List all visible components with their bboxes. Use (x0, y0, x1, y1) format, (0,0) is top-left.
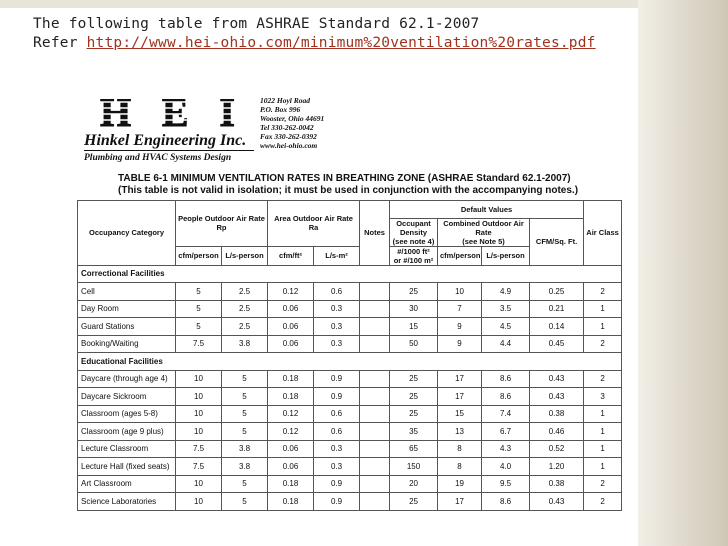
cell-ls-m2: 0.9 (314, 370, 360, 388)
header-area-rate (268, 201, 360, 247)
cell-density: 25 (390, 283, 438, 301)
header-comb-ls-person: L/s-person (482, 246, 530, 265)
cell-density: 25 (390, 493, 438, 511)
cell-ls-person: 5 (222, 423, 268, 441)
density-units-metric: or #/100 m² (393, 255, 434, 265)
section-heading: Correctional Facilities (78, 265, 622, 283)
cell-comb-ls: 8.6 (482, 493, 530, 511)
cell-cfm-sqft: 0.46 (530, 423, 584, 441)
cell-comb-ls: 9.5 (482, 475, 530, 493)
header-occupant-density (390, 218, 438, 246)
table-row (78, 318, 622, 336)
cell-ls-person: 5 (222, 493, 268, 511)
cell-notes (360, 300, 390, 318)
see-note-4: (see note 4) (392, 236, 435, 246)
cell-cfm-sqft: 0.52 (530, 440, 584, 458)
cell-ls-person: 3.8 (222, 458, 268, 476)
letterhead-divider (84, 150, 254, 151)
address-line: P.O. Box 996 (260, 105, 301, 114)
cell-cfm-person: 7.5 (176, 335, 222, 353)
cell-cfm-ft2: 0.12 (268, 423, 314, 441)
cell-category: Lecture Classroom (78, 440, 176, 458)
cell-category: Lecture Hall (fixed seats) (78, 458, 176, 476)
cell-ls-m2: 0.9 (314, 388, 360, 406)
table-row (78, 423, 622, 441)
cell-ls-m2: 0.6 (314, 283, 360, 301)
cell-comb-cfm: 7 (438, 300, 482, 318)
header-cfm-person: cfm/person (176, 246, 222, 265)
table-title: TABLE 6-1 MINIMUM VENTILATION RATES IN BREATHING ZONE (ASHRAE Standard 62.1-2007) (118, 173, 571, 184)
address-line: Wooster, Ohio 44691 (260, 114, 325, 123)
cell-comb-ls: 8.6 (482, 388, 530, 406)
cell-comb-cfm: 8 (438, 440, 482, 458)
header-density-units (390, 246, 438, 265)
cell-category: Classroom (ages 5-8) (78, 405, 176, 423)
section-heading: Educational Facilities (78, 353, 622, 371)
cell-cfm-person: 10 (176, 423, 222, 441)
cell-air-class: 2 (584, 475, 622, 493)
cell-cfm-person: 7.5 (176, 458, 222, 476)
cell-density: 25 (390, 405, 438, 423)
cell-density: 30 (390, 300, 438, 318)
cell-comb-cfm: 9 (438, 318, 482, 336)
cell-cfm-person: 5 (176, 318, 222, 336)
cell-ls-person: 3.8 (222, 440, 268, 458)
cell-ls-m2: 0.3 (314, 300, 360, 318)
cell-ls-m2: 0.3 (314, 318, 360, 336)
table-row (78, 475, 622, 493)
cell-cfm-sqft: 0.43 (530, 388, 584, 406)
area-rate-symbol: Ra (308, 223, 319, 233)
cell-comb-ls: 3.5 (482, 300, 530, 318)
cell-notes (360, 318, 390, 336)
cell-comb-cfm: 19 (438, 475, 482, 493)
cell-ls-m2: 0.9 (314, 475, 360, 493)
cell-ls-m2: 0.9 (314, 493, 360, 511)
hei-logo-icon (100, 94, 240, 130)
table-row (78, 458, 622, 476)
cell-ls-person: 2.5 (222, 300, 268, 318)
cell-notes (360, 405, 390, 423)
cell-comb-ls: 6.7 (482, 423, 530, 441)
cell-category: Booking/Waiting (78, 335, 176, 353)
cell-cfm-sqft: 1.20 (530, 458, 584, 476)
people-rate-symbol: Rp (216, 223, 227, 233)
cell-cfm-sqft: 0.14 (530, 318, 584, 336)
cell-notes (360, 388, 390, 406)
table-row (78, 405, 622, 423)
section-row (78, 265, 622, 283)
slide-caption (33, 15, 596, 53)
cell-category: Science Laboratories (78, 493, 176, 511)
area-rate-label: Area Outdoor Air Rate (274, 214, 353, 224)
cell-category: Daycare Sickroom (78, 388, 176, 406)
cell-cfm-ft2: 0.06 (268, 335, 314, 353)
cell-air-class: 3 (584, 388, 622, 406)
cell-category: Day Room (78, 300, 176, 318)
cell-comb-ls: 4.5 (482, 318, 530, 336)
cell-cfm-person: 5 (176, 300, 222, 318)
refer-label: Refer (33, 35, 87, 51)
cell-comb-cfm: 15 (438, 405, 482, 423)
cell-notes (360, 370, 390, 388)
cell-cfm-sqft: 0.21 (530, 300, 584, 318)
cell-ls-m2: 0.6 (314, 405, 360, 423)
cell-air-class: 2 (584, 335, 622, 353)
letterhead (80, 84, 620, 172)
cell-cfm-ft2: 0.06 (268, 440, 314, 458)
table-row (78, 335, 622, 353)
cell-density: 15 (390, 318, 438, 336)
cell-category: Daycare (through age 4) (78, 370, 176, 388)
cell-category: Classroom (age 9 plus) (78, 423, 176, 441)
cell-cfm-person: 10 (176, 493, 222, 511)
caption-line-1: The following table from ASHRAE Standard 62.1-2007 (33, 16, 480, 32)
cell-density: 25 (390, 388, 438, 406)
cell-comb-cfm: 10 (438, 283, 482, 301)
cell-air-class: 1 (584, 318, 622, 336)
cell-comb-cfm: 17 (438, 388, 482, 406)
cell-cfm-person: 10 (176, 388, 222, 406)
occupant-density-label: Occupant Density (396, 218, 431, 237)
cell-notes (360, 458, 390, 476)
cell-ls-person: 5 (222, 370, 268, 388)
header-people-rate (176, 201, 268, 247)
header-notes: Notes (360, 201, 390, 266)
see-note-5: (see Note 5) (462, 236, 505, 246)
header-ls-person: L/s-person (222, 246, 268, 265)
cell-comb-cfm: 9 (438, 335, 482, 353)
cell-air-class: 2 (584, 370, 622, 388)
cell-cfm-ft2: 0.06 (268, 318, 314, 336)
cell-cfm-person: 10 (176, 475, 222, 493)
table-row (78, 388, 622, 406)
header-combined-rate (438, 218, 530, 246)
cell-ls-m2: 0.3 (314, 335, 360, 353)
cell-density: 65 (390, 440, 438, 458)
header-default-values: Default Values (390, 201, 584, 219)
cell-notes (360, 283, 390, 301)
cell-cfm-person: 10 (176, 370, 222, 388)
cell-cfm-person: 10 (176, 405, 222, 423)
cell-comb-ls: 4.0 (482, 458, 530, 476)
cell-notes (360, 475, 390, 493)
cell-cfm-ft2: 0.18 (268, 370, 314, 388)
cell-comb-cfm: 17 (438, 493, 482, 511)
cell-density: 150 (390, 458, 438, 476)
cell-notes (360, 493, 390, 511)
cell-cfm-ft2: 0.12 (268, 405, 314, 423)
cell-air-class: 1 (584, 423, 622, 441)
address-line: Fax 330-262-0392 (260, 132, 317, 141)
logo-text: HEI (100, 94, 235, 130)
table-row (78, 440, 622, 458)
cell-ls-person: 3.8 (222, 335, 268, 353)
company-tagline: Plumbing and HVAC Systems Design (84, 153, 232, 163)
table-row (78, 300, 622, 318)
cell-cfm-ft2: 0.06 (268, 300, 314, 318)
header-comb-cfm-person: cfm/person (438, 246, 482, 265)
cell-comb-ls: 8.6 (482, 370, 530, 388)
address-line: 1022 Hoyl Road (260, 96, 310, 105)
cell-comb-ls: 4.3 (482, 440, 530, 458)
header-cfm-sqft: CFM/Sq. Ft. (530, 218, 584, 265)
top-band (0, 0, 728, 8)
cell-ls-person: 5 (222, 475, 268, 493)
cell-air-class: 2 (584, 283, 622, 301)
address-line: www.hei-ohio.com (260, 141, 318, 150)
table-row (78, 370, 622, 388)
header-air-class: Air Class (584, 201, 622, 266)
cell-notes (360, 440, 390, 458)
cell-comb-ls: 7.4 (482, 405, 530, 423)
cell-ls-person: 5 (222, 388, 268, 406)
caption-line-2 (33, 34, 596, 53)
cell-comb-cfm: 8 (438, 458, 482, 476)
cell-comb-ls: 4.4 (482, 335, 530, 353)
cell-category: Guard Stations (78, 318, 176, 336)
header-occupancy-category: Occupancy Category (78, 201, 176, 266)
cell-density: 20 (390, 475, 438, 493)
cell-cfm-ft2: 0.18 (268, 475, 314, 493)
cell-category: Art Classroom (78, 475, 176, 493)
cell-cfm-sqft: 0.38 (530, 405, 584, 423)
section-row (78, 353, 622, 371)
cell-cfm-ft2: 0.06 (268, 458, 314, 476)
header-ls-m2: L/s-m² (314, 246, 360, 265)
table-subtitle: (This table is not valid in isolation; it must be used in conjunction with the accompanying notes.) (118, 185, 579, 196)
cell-ls-person: 2.5 (222, 283, 268, 301)
cell-air-class: 2 (584, 493, 622, 511)
cell-cfm-sqft: 0.43 (530, 370, 584, 388)
scanned-document (72, 80, 630, 546)
cell-notes (360, 423, 390, 441)
cell-category: Cell (78, 283, 176, 301)
reference-link[interactable]: http://www.hei-ohio.com/minimum%20ventilation%20rates.pdf (86, 35, 596, 51)
cell-notes (360, 335, 390, 353)
company-name: Hinkel Engineering Inc. (84, 132, 247, 149)
right-decor-band (638, 0, 728, 546)
cell-density: 35 (390, 423, 438, 441)
cell-cfm-ft2: 0.18 (268, 388, 314, 406)
ventilation-table (77, 200, 622, 511)
combined-rate-label: Combined Outdoor Air Rate (443, 218, 524, 237)
cell-cfm-sqft: 0.43 (530, 493, 584, 511)
cell-ls-person: 5 (222, 405, 268, 423)
cell-cfm-person: 7.5 (176, 440, 222, 458)
cell-ls-m2: 0.3 (314, 458, 360, 476)
cell-air-class: 1 (584, 440, 622, 458)
cell-ls-m2: 0.6 (314, 423, 360, 441)
cell-cfm-ft2: 0.12 (268, 283, 314, 301)
cell-cfm-sqft: 0.38 (530, 475, 584, 493)
table-row (78, 283, 622, 301)
cell-air-class: 1 (584, 300, 622, 318)
cell-ls-person: 2.5 (222, 318, 268, 336)
cell-cfm-person: 5 (176, 283, 222, 301)
density-units-imperial: #/1000 ft² (397, 246, 430, 256)
cell-cfm-sqft: 0.25 (530, 283, 584, 301)
cell-comb-cfm: 13 (438, 423, 482, 441)
cell-density: 50 (390, 335, 438, 353)
cell-comb-cfm: 17 (438, 370, 482, 388)
people-rate-label: People Outdoor Air Rate (178, 214, 265, 224)
cell-air-class: 1 (584, 405, 622, 423)
header-cfm-ft2: cfm/ft² (268, 246, 314, 265)
cell-ls-m2: 0.3 (314, 440, 360, 458)
cell-air-class: 1 (584, 458, 622, 476)
cell-comb-ls: 4.9 (482, 283, 530, 301)
cell-cfm-sqft: 0.45 (530, 335, 584, 353)
table-body (78, 265, 622, 510)
table-row (78, 493, 622, 511)
cell-cfm-ft2: 0.18 (268, 493, 314, 511)
company-address (260, 96, 324, 150)
address-line: Tel 330-262-0042 (260, 123, 314, 132)
cell-density: 25 (390, 370, 438, 388)
